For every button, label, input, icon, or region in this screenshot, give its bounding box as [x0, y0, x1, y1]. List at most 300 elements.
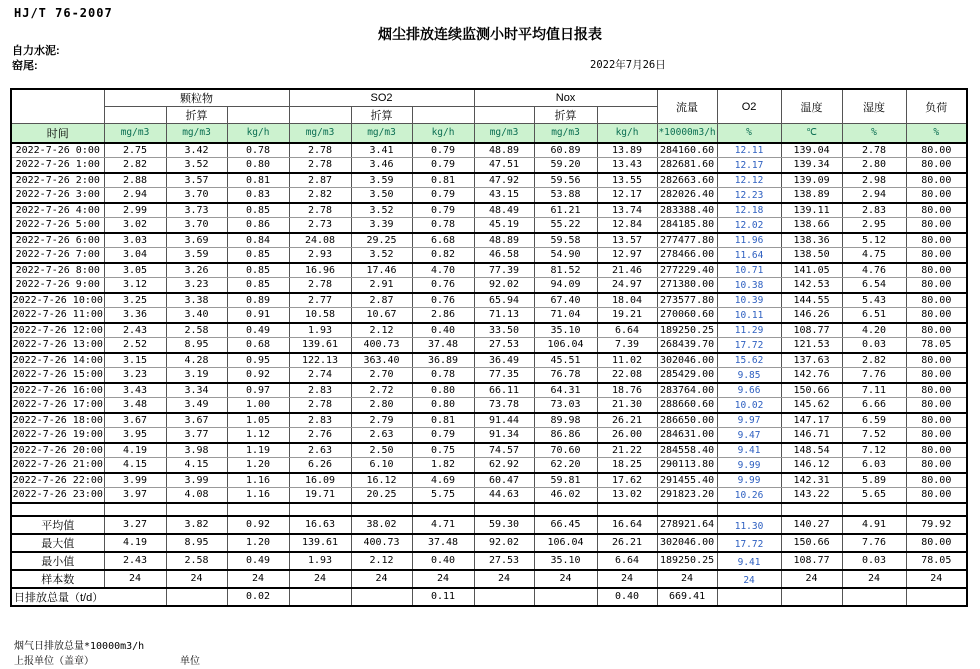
value-cell: 3.12	[104, 278, 166, 293]
value-cell: 3.03	[104, 233, 166, 248]
value-cell: 4.69	[412, 473, 474, 488]
value-cell: 45.51	[534, 353, 597, 368]
daily-total-cell	[842, 588, 906, 606]
value-cell: 2.83	[289, 383, 351, 398]
value-cell: 3.99	[104, 473, 166, 488]
value-cell: 3.95	[104, 428, 166, 443]
time-cell: 2022-7-26 3:00	[11, 188, 104, 203]
value-cell: 21.22	[597, 443, 657, 458]
daily-total-cell: 669.41	[657, 588, 717, 606]
value-cell: 0.79	[412, 203, 474, 218]
value-cell: 48.89	[474, 233, 534, 248]
value-cell: 2.80	[842, 158, 906, 173]
value-cell: 2.70	[351, 368, 412, 383]
value-cell: 2.78	[289, 203, 351, 218]
time-cell: 2022-7-26 9:00	[11, 278, 104, 293]
table-row	[11, 248, 967, 263]
table-row	[11, 353, 967, 368]
summary-row	[11, 552, 967, 570]
value-cell: 46.58	[474, 248, 534, 263]
value-cell: 18.76	[597, 383, 657, 398]
value-cell: 3.23	[104, 368, 166, 383]
table-row	[11, 368, 967, 383]
table-row	[11, 188, 967, 203]
table-row	[11, 278, 967, 293]
summary-value-cell: 24	[351, 570, 412, 588]
value-cell: 10.67	[351, 308, 412, 323]
report-unit-label: 上报单位（盖章）	[14, 656, 94, 667]
value-cell: 278466.00	[657, 248, 717, 263]
value-cell: 6.26	[289, 458, 351, 473]
report-date: 2022年7月26日	[590, 59, 666, 71]
value-cell: 80.00	[906, 443, 967, 458]
value-cell: 43.15	[474, 188, 534, 203]
value-cell: 2.88	[104, 173, 166, 188]
value-cell: 189250.25	[657, 323, 717, 338]
daily-total-cell	[474, 588, 534, 606]
value-cell: 9.47	[717, 428, 781, 443]
value-cell: 80.00	[906, 173, 967, 188]
value-cell: 284185.80	[657, 218, 717, 233]
value-cell: 6.10	[351, 458, 412, 473]
table-row	[11, 203, 967, 218]
value-cell: 12.97	[597, 248, 657, 263]
value-cell: 77.35	[474, 368, 534, 383]
value-cell: 138.36	[781, 233, 842, 248]
value-cell: 150.66	[781, 383, 842, 398]
unit-cell: mg/m3	[104, 124, 166, 143]
value-cell: 10.71	[717, 263, 781, 278]
value-cell: 11.96	[717, 233, 781, 248]
unit-cell: kg/h	[412, 124, 474, 143]
value-cell: 3.42	[166, 143, 227, 158]
empty-cell	[474, 503, 534, 516]
table-row	[11, 263, 967, 278]
header-o2: O2	[717, 89, 781, 124]
time-cell: 2022-7-26 23:00	[11, 488, 104, 503]
time-cell: 2022-7-26 8:00	[11, 263, 104, 278]
units-row	[11, 124, 967, 143]
value-cell: 77.39	[474, 263, 534, 278]
value-cell: 142.76	[781, 368, 842, 383]
daily-total-cell	[289, 588, 351, 606]
table-row	[11, 428, 967, 443]
value-cell: 22.08	[597, 368, 657, 383]
value-cell: 19.21	[597, 308, 657, 323]
value-cell: 3.46	[351, 158, 412, 173]
value-cell: 3.67	[104, 413, 166, 428]
value-cell: 37.48	[412, 338, 474, 353]
value-cell: 11.64	[717, 248, 781, 263]
value-cell: 10.26	[717, 488, 781, 503]
value-cell: 121.53	[781, 338, 842, 353]
value-cell: 0.68	[227, 338, 289, 353]
value-cell: 47.51	[474, 158, 534, 173]
value-cell: 282663.60	[657, 173, 717, 188]
value-cell: 0.79	[412, 158, 474, 173]
value-cell: 80.00	[906, 143, 967, 158]
company-label: 自力水泥:	[12, 45, 60, 57]
value-cell: 17.46	[351, 263, 412, 278]
unit-cell: *10000m3/h	[657, 124, 717, 143]
time-cell: 2022-7-26 20:00	[11, 443, 104, 458]
value-cell: 21.30	[597, 398, 657, 413]
value-cell: 141.05	[781, 263, 842, 278]
value-cell: 19.71	[289, 488, 351, 503]
value-cell: 142.53	[781, 278, 842, 293]
value-cell: 80.00	[906, 278, 967, 293]
summary-value-cell: 24	[717, 570, 781, 588]
value-cell: 282681.60	[657, 158, 717, 173]
time-cell: 2022-7-26 13:00	[11, 338, 104, 353]
value-cell: 0.79	[412, 428, 474, 443]
spacer-row	[11, 503, 967, 516]
summary-value-cell: 24	[104, 570, 166, 588]
value-cell: 36.89	[412, 353, 474, 368]
value-cell: 13.89	[597, 143, 657, 158]
value-cell: 3.26	[166, 263, 227, 278]
value-cell: 0.75	[412, 443, 474, 458]
unit-cell: ℃	[781, 124, 842, 143]
value-cell: 3.40	[166, 308, 227, 323]
value-cell: 0.40	[412, 323, 474, 338]
summary-value-cell: 4.19	[104, 534, 166, 552]
time-header: 时间	[11, 124, 104, 143]
time-cell: 2022-7-26 10:00	[11, 293, 104, 308]
value-cell: 80.00	[906, 158, 967, 173]
group-header-pm: 颗粒物	[104, 89, 289, 107]
summary-value-cell: 0.03	[842, 552, 906, 570]
value-cell: 277229.40	[657, 263, 717, 278]
value-cell: 268439.70	[657, 338, 717, 353]
value-cell: 146.12	[781, 458, 842, 473]
value-cell: 94.09	[534, 278, 597, 293]
value-cell: 59.20	[534, 158, 597, 173]
summary-value-cell: 3.82	[166, 516, 227, 534]
value-cell: 27.53	[474, 338, 534, 353]
summary-label: 最小值	[11, 552, 104, 570]
summary-value-cell: 24	[657, 570, 717, 588]
value-cell: 3.70	[166, 218, 227, 233]
value-cell: 44.63	[474, 488, 534, 503]
value-cell: 9.99	[717, 458, 781, 473]
value-cell: 3.50	[351, 188, 412, 203]
value-cell: 3.39	[351, 218, 412, 233]
value-cell: 80.00	[906, 233, 967, 248]
summary-value-cell: 66.45	[534, 516, 597, 534]
value-cell: 6.51	[842, 308, 906, 323]
value-cell: 9.97	[717, 413, 781, 428]
value-cell: 3.43	[104, 383, 166, 398]
value-cell: 2.77	[289, 293, 351, 308]
value-cell: 273577.80	[657, 293, 717, 308]
value-cell: 91.34	[474, 428, 534, 443]
daily-total-cell: 0.40	[597, 588, 657, 606]
value-cell: 0.80	[412, 383, 474, 398]
value-cell: 0.85	[227, 263, 289, 278]
summary-value-cell: 24	[227, 570, 289, 588]
empty-cell	[166, 503, 227, 516]
value-cell: 0.78	[412, 368, 474, 383]
summary-value-cell: 1.93	[289, 552, 351, 570]
value-cell: 80.00	[906, 383, 967, 398]
summary-value-cell: 35.10	[534, 552, 597, 570]
value-cell: 2.82	[842, 353, 906, 368]
value-cell: 3.70	[166, 188, 227, 203]
value-cell: 138.66	[781, 218, 842, 233]
value-cell: 143.22	[781, 488, 842, 503]
value-cell: 0.76	[412, 293, 474, 308]
value-cell: 1.00	[227, 398, 289, 413]
summary-value-cell: 24	[534, 570, 597, 588]
value-cell: 0.91	[227, 308, 289, 323]
value-cell: 76.78	[534, 368, 597, 383]
table-row	[11, 158, 967, 173]
page-title: 烟尘排放连续监测小时平均值日报表	[378, 26, 602, 42]
value-cell: 0.85	[227, 278, 289, 293]
summary-value-cell: 38.02	[351, 516, 412, 534]
value-cell: 80.00	[906, 398, 967, 413]
value-cell: 2.93	[289, 248, 351, 263]
value-cell: 80.00	[906, 413, 967, 428]
value-cell: 64.31	[534, 383, 597, 398]
value-cell: 80.00	[906, 473, 967, 488]
summary-value-cell: 24	[474, 570, 534, 588]
daily-total-cell	[781, 588, 842, 606]
daily-total-cell	[906, 588, 967, 606]
value-cell: 80.00	[906, 308, 967, 323]
unit-cell: kg/h	[597, 124, 657, 143]
value-cell: 15.62	[717, 353, 781, 368]
daily-total-cell: 0.11	[412, 588, 474, 606]
value-cell: 5.65	[842, 488, 906, 503]
value-cell: 6.54	[842, 278, 906, 293]
value-cell: 145.62	[781, 398, 842, 413]
value-cell: 4.76	[842, 263, 906, 278]
value-cell: 13.02	[597, 488, 657, 503]
value-cell: 2.87	[351, 293, 412, 308]
value-cell: 48.89	[474, 143, 534, 158]
value-cell: 0.78	[227, 143, 289, 158]
value-cell: 3.19	[166, 368, 227, 383]
summary-value-cell: 189250.25	[657, 552, 717, 570]
value-cell: 288660.60	[657, 398, 717, 413]
value-cell: 16.12	[351, 473, 412, 488]
value-cell: 2.75	[104, 143, 166, 158]
value-cell: 284631.00	[657, 428, 717, 443]
summary-row	[11, 516, 967, 534]
summary-value-cell: 4.91	[842, 516, 906, 534]
empty-cell	[412, 503, 474, 516]
unit-cell: mg/m3	[474, 124, 534, 143]
value-cell: 7.39	[597, 338, 657, 353]
value-cell: 3.59	[351, 173, 412, 188]
value-cell: 65.94	[474, 293, 534, 308]
empty-cell	[227, 107, 289, 124]
value-cell: 284160.60	[657, 143, 717, 158]
value-cell: 0.92	[227, 368, 289, 383]
value-cell: 1.19	[227, 443, 289, 458]
value-cell: 4.20	[842, 323, 906, 338]
value-cell: 46.02	[534, 488, 597, 503]
value-cell: 2.94	[104, 188, 166, 203]
value-cell: 282026.40	[657, 188, 717, 203]
value-cell: 4.70	[412, 263, 474, 278]
hourly-body	[11, 143, 967, 606]
summary-value-cell: 0.40	[412, 552, 474, 570]
time-cell: 2022-7-26 2:00	[11, 173, 104, 188]
value-cell: 10.38	[717, 278, 781, 293]
summary-label: 最大值	[11, 534, 104, 552]
summary-value-cell: 2.43	[104, 552, 166, 570]
value-cell: 2.98	[842, 173, 906, 188]
daily-total-cell	[166, 588, 227, 606]
value-cell: 12.17	[597, 188, 657, 203]
value-cell: 284558.40	[657, 443, 717, 458]
daily-total-cell	[351, 588, 412, 606]
summary-value-cell: 59.30	[474, 516, 534, 534]
header-temperature: 温度	[781, 89, 842, 124]
kiln-label: 窑尾:	[12, 60, 38, 72]
value-cell: 62.20	[534, 458, 597, 473]
value-cell: 55.22	[534, 218, 597, 233]
value-cell: 2.58	[166, 323, 227, 338]
value-cell: 2.82	[289, 188, 351, 203]
value-cell: 12.02	[717, 218, 781, 233]
time-cell: 2022-7-26 12:00	[11, 323, 104, 338]
value-cell: 290113.80	[657, 458, 717, 473]
daily-total-row	[11, 588, 967, 606]
value-cell: 139.11	[781, 203, 842, 218]
value-cell: 400.73	[351, 338, 412, 353]
value-cell: 363.40	[351, 353, 412, 368]
value-cell: 73.03	[534, 398, 597, 413]
value-cell: 1.05	[227, 413, 289, 428]
value-cell: 60.47	[474, 473, 534, 488]
value-cell: 2.72	[351, 383, 412, 398]
value-cell: 122.13	[289, 353, 351, 368]
summary-value-cell: 80.00	[906, 534, 967, 552]
value-cell: 10.11	[717, 308, 781, 323]
summary-value-cell: 400.73	[351, 534, 412, 552]
summary-value-cell: 24	[597, 570, 657, 588]
time-cell: 2022-7-26 4:00	[11, 203, 104, 218]
value-cell: 1.16	[227, 473, 289, 488]
value-cell: 80.00	[906, 323, 967, 338]
value-cell: 36.49	[474, 353, 534, 368]
standard-code: HJ/T 76-2007	[14, 6, 113, 20]
value-cell: 4.75	[842, 248, 906, 263]
value-cell: 2.83	[842, 203, 906, 218]
summary-value-cell: 106.04	[534, 534, 597, 552]
value-cell: 6.03	[842, 458, 906, 473]
value-cell: 146.26	[781, 308, 842, 323]
value-cell: 0.81	[412, 173, 474, 188]
time-cell: 2022-7-26 18:00	[11, 413, 104, 428]
value-cell: 80.00	[906, 353, 967, 368]
empty-cell	[717, 503, 781, 516]
value-cell: 4.15	[104, 458, 166, 473]
summary-value-cell: 16.63	[289, 516, 351, 534]
time-cell: 2022-7-26 21:00	[11, 458, 104, 473]
summary-value-cell: 7.76	[842, 534, 906, 552]
summary-value-cell: 3.27	[104, 516, 166, 534]
report-table	[10, 88, 968, 607]
summary-value-cell: 108.77	[781, 552, 842, 570]
unit-cell: mg/m3	[166, 124, 227, 143]
value-cell: 5.12	[842, 233, 906, 248]
empty-cell	[289, 107, 351, 124]
empty-cell	[104, 107, 166, 124]
value-cell: 70.60	[534, 443, 597, 458]
value-cell: 11.29	[717, 323, 781, 338]
value-cell: 0.84	[227, 233, 289, 248]
summary-value-cell: 16.64	[597, 516, 657, 534]
value-cell: 26.21	[597, 413, 657, 428]
value-cell: 139.04	[781, 143, 842, 158]
empty-cell	[104, 503, 166, 516]
value-cell: 0.80	[412, 398, 474, 413]
value-cell: 6.59	[842, 413, 906, 428]
value-cell: 18.25	[597, 458, 657, 473]
value-cell: 2.63	[289, 443, 351, 458]
value-cell: 139.61	[289, 338, 351, 353]
value-cell: 61.21	[534, 203, 597, 218]
unit-cell: %	[717, 124, 781, 143]
empty-cell	[412, 107, 474, 124]
summary-value-cell: 24	[842, 570, 906, 588]
value-cell: 5.43	[842, 293, 906, 308]
value-cell: 4.08	[166, 488, 227, 503]
header-flow: 流量	[657, 89, 717, 124]
empty-cell	[474, 107, 534, 124]
value-cell: 0.81	[412, 413, 474, 428]
value-cell: 6.64	[597, 323, 657, 338]
value-cell: 0.89	[227, 293, 289, 308]
unit-cell: kg/h	[227, 124, 289, 143]
value-cell: 0.95	[227, 353, 289, 368]
summary-label: 平均值	[11, 516, 104, 534]
table-row	[11, 233, 967, 248]
value-cell: 80.00	[906, 428, 967, 443]
value-cell: 0.79	[412, 188, 474, 203]
value-cell: 10.02	[717, 398, 781, 413]
value-cell: 24.97	[597, 278, 657, 293]
value-cell: 291823.20	[657, 488, 717, 503]
value-cell: 6.68	[412, 233, 474, 248]
summary-value-cell: 26.21	[597, 534, 657, 552]
summary-value-cell: 79.92	[906, 516, 967, 534]
value-cell: 2.94	[842, 188, 906, 203]
empty-cell	[534, 503, 597, 516]
value-cell: 271380.00	[657, 278, 717, 293]
value-cell: 3.38	[166, 293, 227, 308]
value-cell: 3.15	[104, 353, 166, 368]
summary-value-cell: 0.49	[227, 552, 289, 570]
value-cell: 73.78	[474, 398, 534, 413]
empty-cell	[597, 107, 657, 124]
value-cell: 2.83	[289, 413, 351, 428]
corner-cell	[11, 89, 104, 124]
value-cell: 3.34	[166, 383, 227, 398]
table-row	[11, 323, 967, 338]
value-cell: 3.97	[104, 488, 166, 503]
value-cell: 138.89	[781, 188, 842, 203]
unit-cell: mg/m3	[289, 124, 351, 143]
value-cell: 4.15	[166, 458, 227, 473]
value-cell: 3.48	[104, 398, 166, 413]
value-cell: 1.93	[289, 323, 351, 338]
